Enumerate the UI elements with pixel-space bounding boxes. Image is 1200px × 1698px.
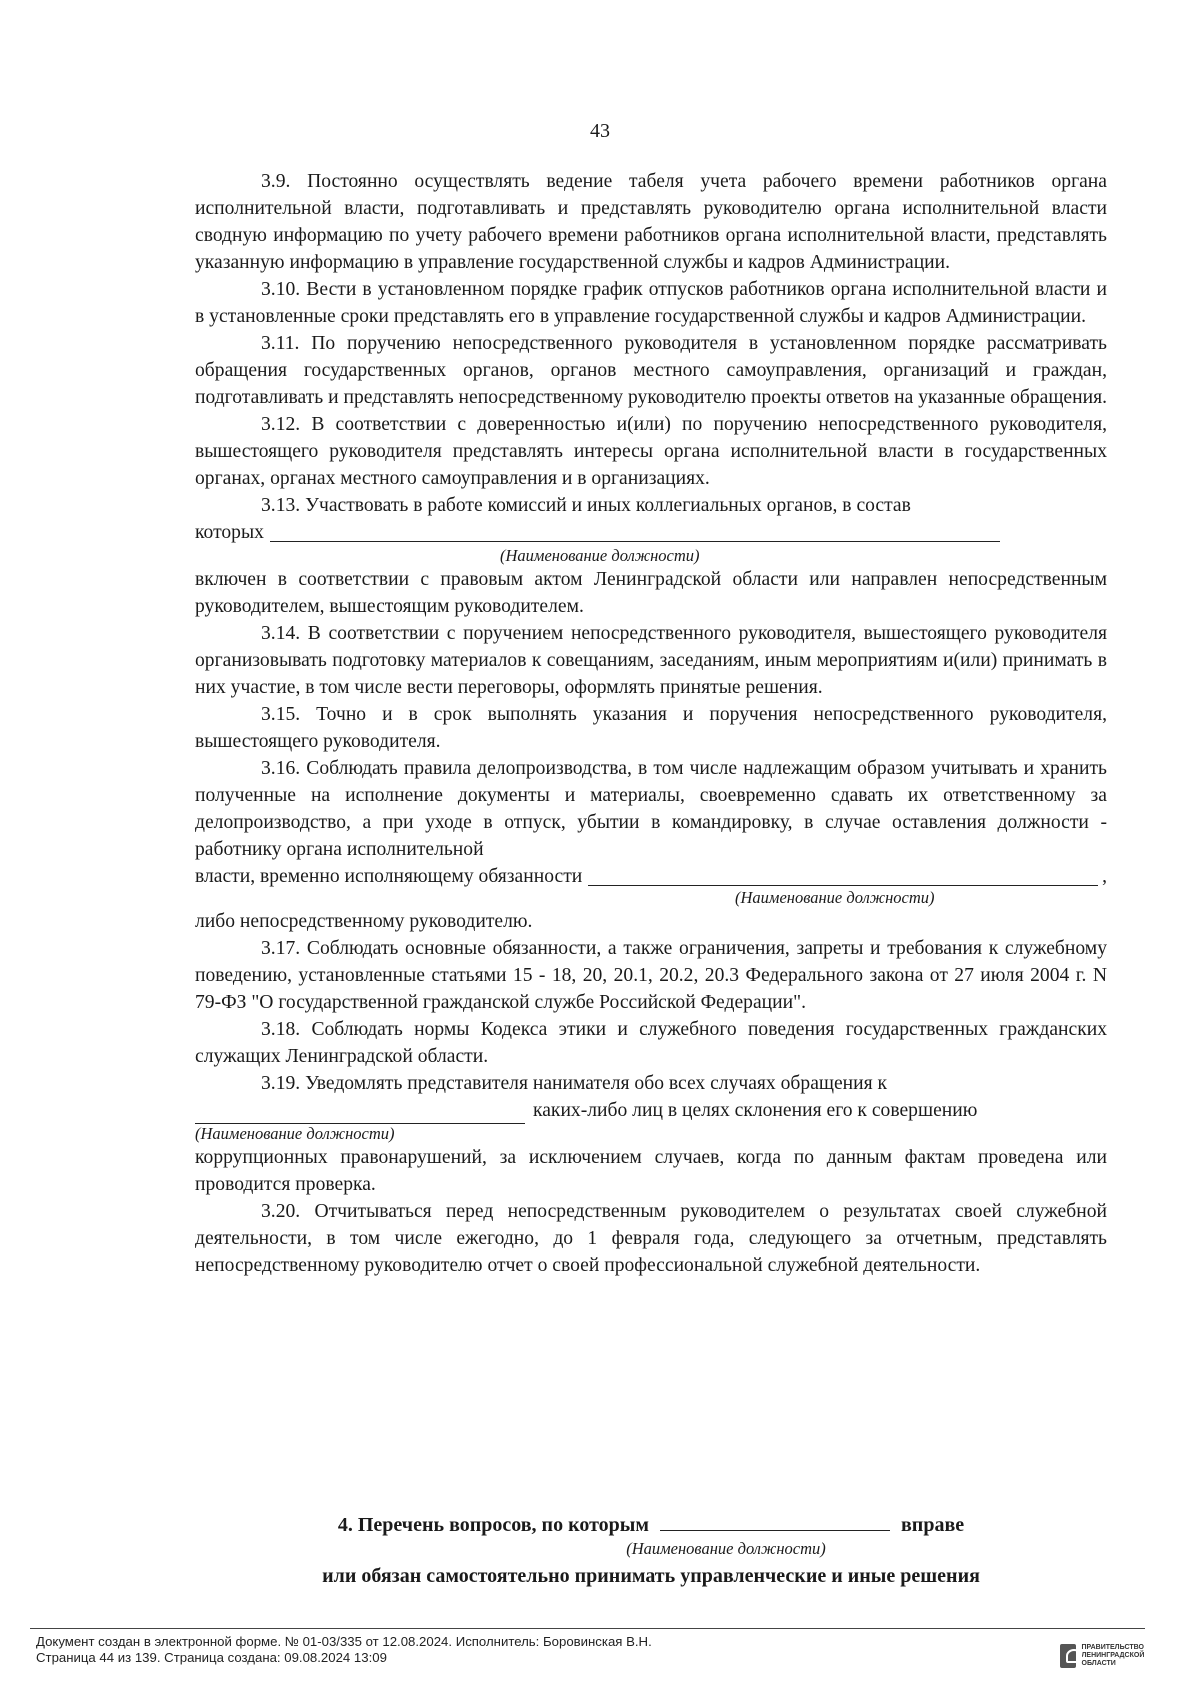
paragraph-3-17: 3.17. Соблюдать основные обязанности, а также ограничения, запреты и требования к служебному поведению, установленные статьями 15 - 18, 20, 20.1, 20.2, 20.3 Федерального закона от 27 июля 2004 г. N 79-ФЗ "О государственной гражданской службе Российской Федерации". [195,938,1107,1013]
paragraph-3-13-end: включен в соответствии с правовым актом Ленинградской области или направлен непосредственным руководителем, вышестоящим руководителем. [195,569,1107,617]
footer-divider [30,1628,1145,1629]
footer-page-info: Страница 44 из 139. Страница создана: 09.08.2024 13:09 [36,1650,387,1665]
paragraph-3-13-start: 3.13. Участвовать в работе комиссий и иных коллегиальных органов, в состав [261,495,911,516]
position-blank-3-16 [588,865,1098,886]
footer-document-info: Документ создан в электронной форме. № 01-03/335 от 12.08.2024. Исполнитель: Боровинская В.Н. [36,1634,652,1649]
footer [36,1634,652,1666]
paragraph-3-14: 3.14. В соответствии с поручением непосредственного руководителя, вышестоящего руководителя организовывать подготовку материалов к совещаниям, заседаниям, иным мероприятиям и(или) принимать в них участие, в том числе вести переговоры, оформлять принятые решения. [195,623,1107,698]
page-number: 43 [590,120,610,142]
paragraph-3-19-fill-row [195,1097,1107,1124]
paragraph-3-19-start: 3.19. Уведомлять представителя нанимателя обо всех случаях обращения к [261,1073,888,1094]
paragraph-3-9: 3.9. Постоянно осуществлять ведение табеля учета рабочего времени работников органа исполнительной власти, подготавливать и представлять руководителю органа исполнительной власти сводную информацию по учету рабочего времени работников органа исполнительной власти, представлять указанную информацию в управление государственной службы и кадров Администрации. [195,171,1107,273]
paragraph-3-12: 3.12. В соответствии с доверенностью и(или) по поручению непосредственного руководителя, вышестоящего руководителя представлять интересы органа исполнительной власти в государственных органах, органах местного самоуправления и в организациях. [195,414,1107,489]
paragraph-3-19-end: коррупционных правонарушений, за исключением случаев, когда по данным фактам проведена или проводится проверка. [195,1147,1107,1195]
paragraph-3-10: 3.10. Вести в установленном порядке график отпусков работников органа исполнительной власти и в установленные сроки представлять его в управление государственной службы и кадров Администрации. [195,279,1107,327]
section-4-title-may: вправе [901,1514,965,1536]
paragraph-3-16-start: 3.16. Соблюдать правила делопроизводства, в том числе надлежащим образом учитывать и хранить полученные на исполнение документы и материалы, своевременно сдавать их ответственному за делопроизводство, а при уходе в отпуск, убытии в командировку, в случае оставления должности - работнику органа исполнительной [195,758,1107,860]
logo-caption: ПРАВИТЕЛЬСТВО ЛЕНИНГРАДСКОЙ ОБЛАСТИ [1081,1644,1145,1667]
section-4-title-start: 4. Перечень вопросов, по которым [337,1514,649,1536]
position-blank-3-13 [270,521,1000,542]
position-blank-3-19 [195,1103,525,1124]
paragraph-3-13-which: которых [195,522,264,543]
paragraph-3-20: 3.20. Отчитываться перед непосредственным руководителем о результатах своей служебной деятельности, в том числе ежегодно, до 1 февраля года, следующего за отчетным, представлять непосредственному руководителю отчет о своей профессиональной служебной деятельности. [195,1201,1107,1276]
paragraph-3-16-fill-row [195,863,1107,890]
paragraph-3-13-fill-row [195,519,1107,546]
position-blank-section-4 [660,1510,890,1531]
section-4-title-row [195,1510,1107,1539]
section-4-heading [195,1510,1107,1590]
paragraph-3-18: 3.18. Соблюдать нормы Кодекса этики и служебного поведения государственных гражданских служащих Ленинградской области. [195,1019,1107,1067]
paragraph-3-16-end: либо непосредственному руководителю. [195,911,533,932]
document-body [195,168,1107,1279]
paragraph-3-16-acting: власти, временно исполняющему обязанности [195,866,583,887]
paragraph-3-11: 3.11. По поручению непосредственного руководителя в установленном порядке рассматривать обращения государственных органов, органов местного самоуправления, организаций и граждан, подготавливать и представлять непосредственному руководителю проекты ответов на указанные обращения. [195,333,1108,408]
coat-of-arms-icon [1060,1644,1076,1668]
position-caption-3-16: (Наименование должности) [735,888,935,907]
government-logo [1060,1636,1172,1676]
position-caption-section-4: (Наименование должности) [626,1539,826,1558]
paragraph-3-15: 3.15. Точно и в срок выполнять указания и поручения непосредственного руководителя, вышестоящего руководителя. [195,704,1107,752]
paragraph-3-19-persons: каких-либо лиц в целях склонения его к совершению [533,1100,978,1121]
position-caption-3-19: (Наименование должности) [195,1124,395,1143]
section-4-title-end: или обязан самостоятельно принимать управленческие и иные решения [322,1565,980,1587]
paragraph-3-16-comma: , [1102,866,1107,887]
position-caption-3-13: (Наименование должности) [500,546,700,565]
